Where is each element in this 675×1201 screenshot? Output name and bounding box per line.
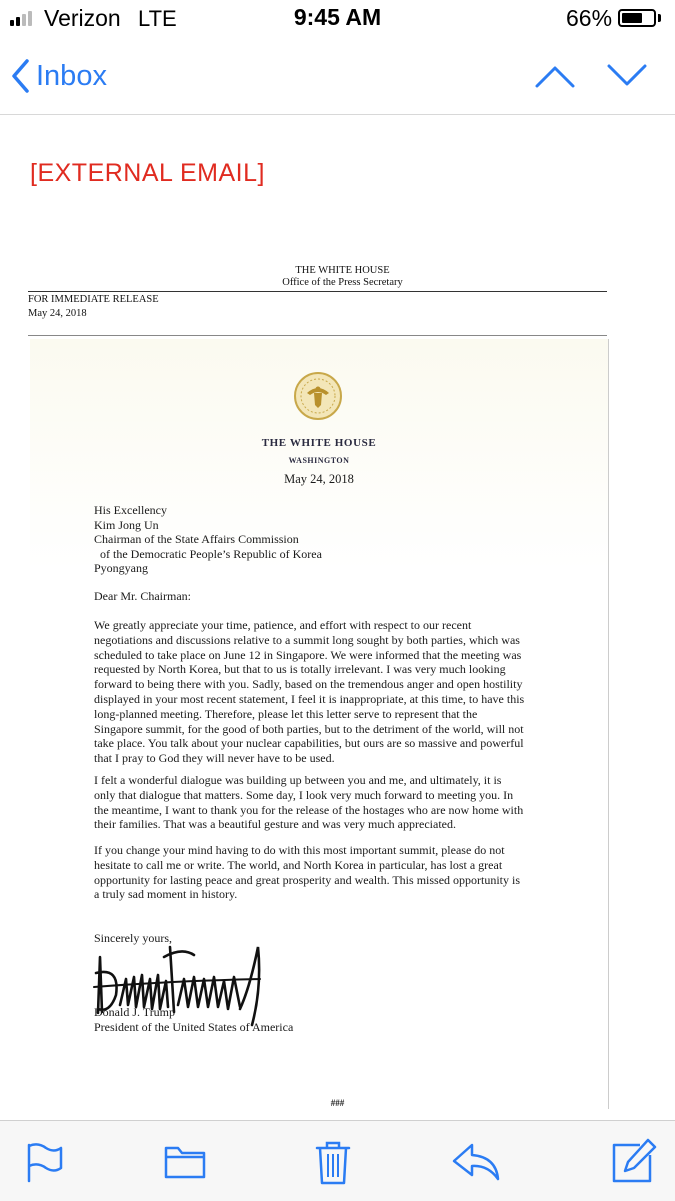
press-release-label: FOR IMMEDIATE RELEASE: [28, 294, 159, 305]
previous-message-button[interactable]: [532, 60, 578, 92]
paragraph-line: We greatly appreciate your time, patience, and effort with respect to our recent: [94, 618, 472, 632]
battery-icon: [618, 9, 656, 27]
press-release-header: [28, 265, 607, 319]
navigation-bar: [0, 38, 675, 115]
press-bottom-divider: [28, 335, 607, 336]
letter-letterhead: THE WHITE HOUSE: [261, 437, 377, 449]
paragraph-line: a truly sad moment in history.: [94, 887, 238, 902]
address-line: Pyongyang: [94, 561, 148, 576]
paragraph-line: hesitate to call me or write. The world, and North Korea in particular, has lost a great: [94, 857, 503, 872]
press-date: May 24, 2018: [28, 308, 87, 319]
reply-icon: [452, 1137, 500, 1185]
press-subtitle: Office of the Press Secretary: [282, 277, 403, 288]
battery-level: [622, 13, 642, 23]
folder-icon: [160, 1137, 208, 1185]
address-line: His Excellency: [94, 503, 167, 517]
paragraph-line: Singapore summit, for the good of both parties, but to the detriment of the world, will not: [94, 721, 524, 736]
letter-paragraph-1: [94, 618, 554, 766]
back-label: Inbox: [36, 59, 107, 92]
move-to-folder-button[interactable]: [160, 1137, 208, 1185]
letter-paragraph-3: [94, 843, 554, 902]
carrier-name: Verizon: [44, 5, 121, 31]
chevron-up-icon: [532, 60, 578, 92]
compose-icon: [610, 1137, 658, 1185]
paragraph-line: the meantime, I want to thank you for the release of the hostages who are now home with: [94, 802, 524, 817]
letter-paragraph-2: [94, 773, 554, 832]
recipient-address: [94, 503, 322, 576]
signer-name: Donald J. Trump: [94, 1005, 176, 1019]
address-line: of the Democratic People’s Republic of Korea: [100, 546, 322, 561]
trash-icon: [309, 1137, 357, 1185]
paragraph-line: If you change your mind having to do with this most important summit, please do not: [94, 843, 505, 857]
battery-nub: [658, 14, 661, 22]
press-title: THE WHITE HOUSE: [295, 265, 390, 276]
address-line: Chairman of the State Affairs Commission: [94, 532, 299, 547]
network-type: LTE: [138, 6, 177, 31]
paragraph-line: that I pray to God they will never have to be used.: [94, 751, 335, 766]
paragraph-line: requested by North Korea, but that to us is totally irrelevant. I was very much looking: [94, 662, 506, 677]
paragraph-line: scheduled to take place on June 12 in Singapore. We were informed that the meeting was: [94, 647, 522, 662]
email-body[interactable]: [0, 115, 675, 1120]
paragraph-line: opportunity for lasting peace and great prosperity and wealth. This missed opportunity is: [94, 872, 521, 887]
paragraph-line: only that dialogue that matters. Some day, I look very much forward to meeting you. In: [94, 787, 514, 802]
compose-button[interactable]: [610, 1137, 658, 1185]
letter-date: May 24, 2018: [284, 472, 354, 486]
paragraph-line: take place. You talk about your nuclear capabilities, but ours are so massive and powerful: [94, 736, 524, 751]
next-message-button[interactable]: [604, 60, 650, 92]
status-time: 9:45 AM: [293, 4, 382, 30]
end-of-release-mark: ###: [330, 1098, 345, 1108]
trash-button[interactable]: [309, 1137, 357, 1185]
paragraph-line: I felt a wonderful dialogue was building up between you and me, and ultimately, it is: [94, 773, 502, 787]
letter-image: [30, 339, 609, 1109]
chevron-left-icon: [10, 58, 30, 94]
paragraph-line: negotiations and discussions relative to a summit long sought by both parties, which was: [94, 632, 520, 647]
address-line: Kim Jong Un: [94, 517, 159, 532]
bottom-toolbar: [0, 1120, 675, 1201]
letter-closing: Sincerely yours,: [94, 931, 172, 945]
press-divider: [28, 291, 607, 292]
external-email-tag: [EXTERNAL EMAIL]: [30, 159, 265, 187]
chevron-down-icon: [604, 60, 650, 92]
letter-city: WASHINGTON: [288, 456, 350, 465]
battery-percent: 66%: [566, 5, 613, 31]
paragraph-line: their families. That was a beautiful gesture and was very much appreciated.: [94, 817, 456, 832]
flag-button[interactable]: [18, 1137, 66, 1185]
paragraph-line: forward to being there with you. Sadly, based on the tremendous anger and open hostility: [94, 677, 523, 692]
reply-button[interactable]: [452, 1137, 500, 1185]
paragraph-line: displayed in your most recent statement, I feel it is inappropriate, at this time, to have this: [94, 691, 525, 706]
signer-title: President of the United States of America: [94, 1020, 294, 1034]
flag-icon: [18, 1137, 66, 1185]
paragraph-line: long-planned meeting. Therefore, please let this letter serve to represent that the: [94, 706, 478, 721]
presidential-seal-icon: [293, 371, 343, 421]
status-bar: [0, 0, 675, 38]
salutation: Dear Mr. Chairman:: [94, 589, 191, 603]
back-to-inbox-button[interactable]: [10, 56, 107, 96]
